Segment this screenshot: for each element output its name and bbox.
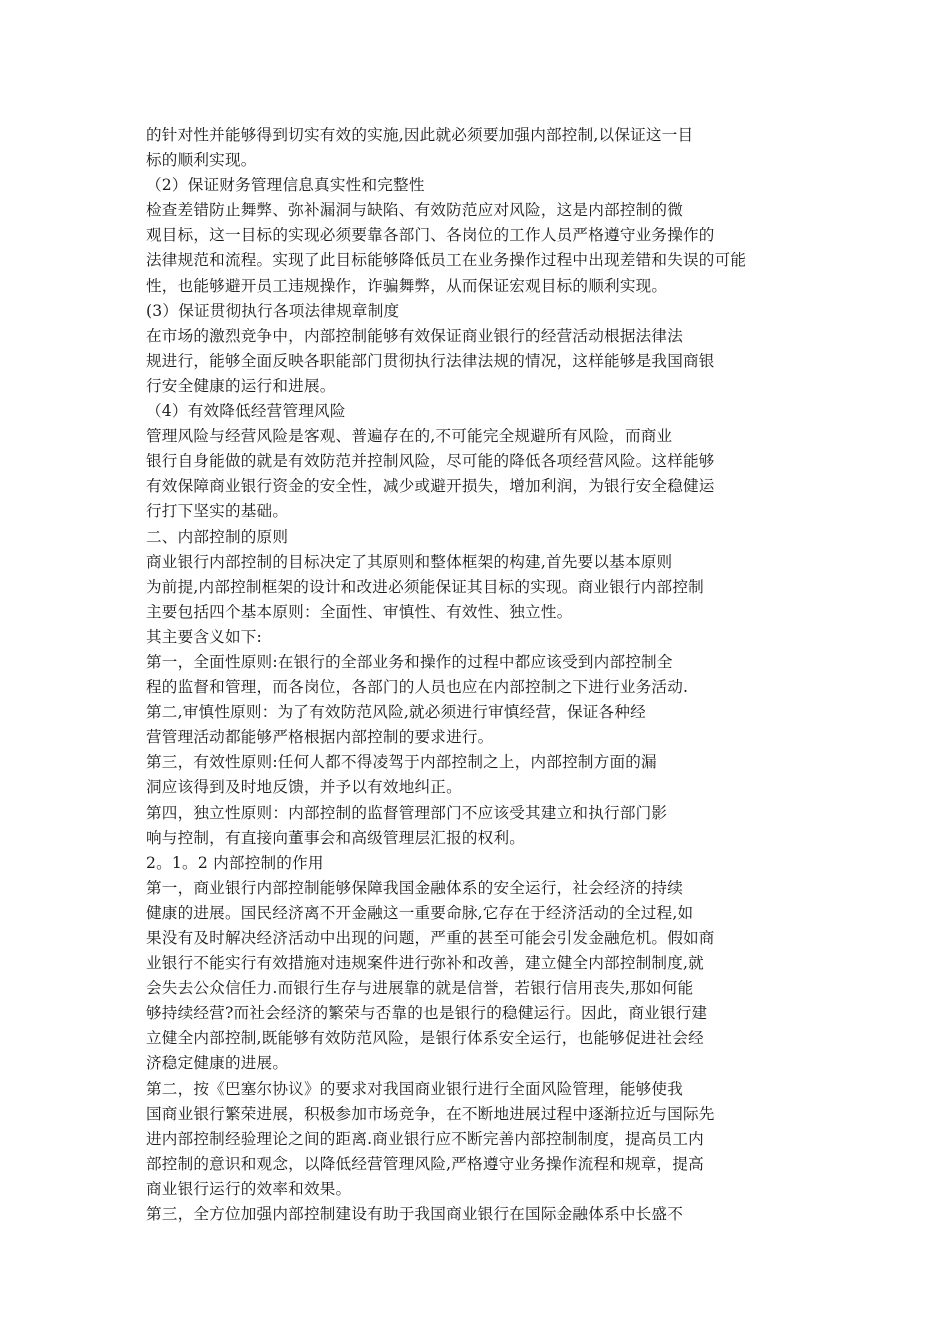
text-line: 第一，全面性原则:在银行的全部业务和操作的过程中都应该受到内部控制全	[146, 652, 673, 671]
text-line: 行安全健康的运行和进展。	[146, 376, 336, 395]
text-line: 商业银行运行的效率和效果。	[146, 1179, 352, 1198]
text-line: 第一，商业银行内部控制能够保障我国金融体系的安全运行，社会经济的持续	[146, 878, 683, 897]
text-line: 的针对性并能够得到切实有效的实施,因此就必须要加强内部控制,以保证这一目	[146, 126, 694, 144]
text-line: 部控制的意识和观念，以降低经营管理风险,严格遵守业务操作流程和规章，提高	[146, 1154, 704, 1173]
text-line: 法律规范和流程。实现了此目标能够降低员工在业务操作过程中出现差错和失误的可能	[146, 251, 747, 270]
text-line: 有效保障商业银行资金的安全性，减少或避开损失，增加利润，为银行安全稳健运	[146, 477, 715, 496]
text-line: 第二，按《巴塞尔协议》的要求对我国商业银行进行全面风险管理，能够使我	[146, 1079, 683, 1098]
text-line: 业银行不能实行有效措施对违规案件进行弥补和改善，建立健全内部控制制度,就	[146, 954, 704, 973]
document-body	[146, 123, 846, 1227]
text-line: 标的顺利实现。	[146, 151, 257, 170]
text-line: 观目标，这一目标的实现必须要靠各部门、各岗位的工作人员严格遵守业务操作的	[146, 226, 715, 245]
text-line: 程的监督和管理，而各岗位，各部门的人员也应在内部控制之下进行业务活动.	[146, 678, 689, 697]
text-line: 会失去公众信任力.而银行生存与进展靠的就是信誉，若银行信用丧失,那如何能	[146, 979, 694, 998]
text-line: （2）保证财务管理信息真实性和完整性	[146, 176, 425, 195]
text-line: 其主要含义如下:	[146, 627, 263, 646]
text-line: 国商业银行繁荣进展，积极参加市场竞争，在不断地进展过程中逐渐拉近与国际先	[146, 1104, 715, 1123]
text-line: 行打下坚实的基础。	[146, 502, 289, 521]
text-line: （4）有效降低经营管理风险	[146, 402, 346, 421]
text-line: 性，也能够避开员工违规操作，诈骗舞弊，从而保证宏观目标的顺利实现。	[146, 276, 668, 295]
text-line: 主要包括四个基本原则：全面性、审慎性、有效性、独立性。	[146, 602, 573, 621]
text-line: (3）保证贯彻执行各项法律规章制度	[146, 301, 400, 320]
text-line: 第三，有效性原则:任何人都不得凌驾于内部控制之上，内部控制方面的漏	[146, 753, 657, 772]
text-line: 为前提,内部控制框架的设计和改进必须能保证其目标的实现。商业银行内部控制	[146, 577, 704, 596]
text-line: 进内部控制经验理论之间的距离.商业银行应不断完善内部控制制度，提高员工内	[146, 1129, 704, 1148]
text-line: 管理风险与经营风险是客观、普遍存在的,不可能完全规避所有风险，而商业	[146, 427, 673, 446]
text-line: 第三，全方位加强内部控制建设有助于我国商业银行在国际金融体系中长盛不	[146, 1205, 683, 1224]
text-line: 营管理活动都能够严格根据内部控制的要求进行。	[146, 728, 494, 747]
text-line: 第四，独立性原则：内部控制的监督管理部门不应该受其建立和执行部门影	[146, 803, 668, 822]
text-line: 商业银行内部控制的目标决定了其原则和整体框架的构建,首先要以基本原则	[146, 552, 673, 571]
text-line: 检查差错防止舞弊、弥补漏洞与缺陷、有效防范应对风险，这是内部控制的微	[146, 201, 683, 220]
text-line: 立健全内部控制,既能够有效防范风险，是银行体系安全运行，也能够促进社会经	[146, 1029, 704, 1048]
text-line: 够持续经营?而社会经济的繁荣与否靠的也是银行的稳健运行。因此，商业银行建	[146, 1004, 708, 1023]
text-line: 规进行，能够全面反映各职能部门贯彻执行法律法规的情况，这样能够是我国商银	[146, 351, 715, 370]
text-line: 济稳定健康的进展。	[146, 1054, 289, 1073]
text-line: 响与控制，有直接向董事会和高级管理层汇报的权利。	[146, 828, 526, 847]
text-line: 银行自身能做的就是有效防范并控制风险，尽可能的降低各项经营风险。这样能够	[146, 452, 715, 471]
text-line: 第二,审慎性原则：为了有效防范风险,就必须进行审慎经营，保证各种经	[146, 703, 646, 722]
text-line: 健康的进展。国民经济离不开金融这一重要命脉,它存在于经济活动的全过程,如	[146, 903, 694, 922]
text-line: 二、内部控制的原则	[146, 527, 289, 546]
text-line: 洞应该得到及时地反馈，并予以有效地纠正。	[146, 778, 462, 797]
text-line: 果没有及时解决经济活动中出现的问题，严重的甚至可能会引发金融危机。假如商	[146, 929, 715, 947]
text-line: 在市场的激烈竞争中，内部控制能够有效保证商业银行的经营活动根据法律法	[146, 326, 683, 345]
text-line: 2。1。2 内部控制的作用	[146, 853, 324, 872]
